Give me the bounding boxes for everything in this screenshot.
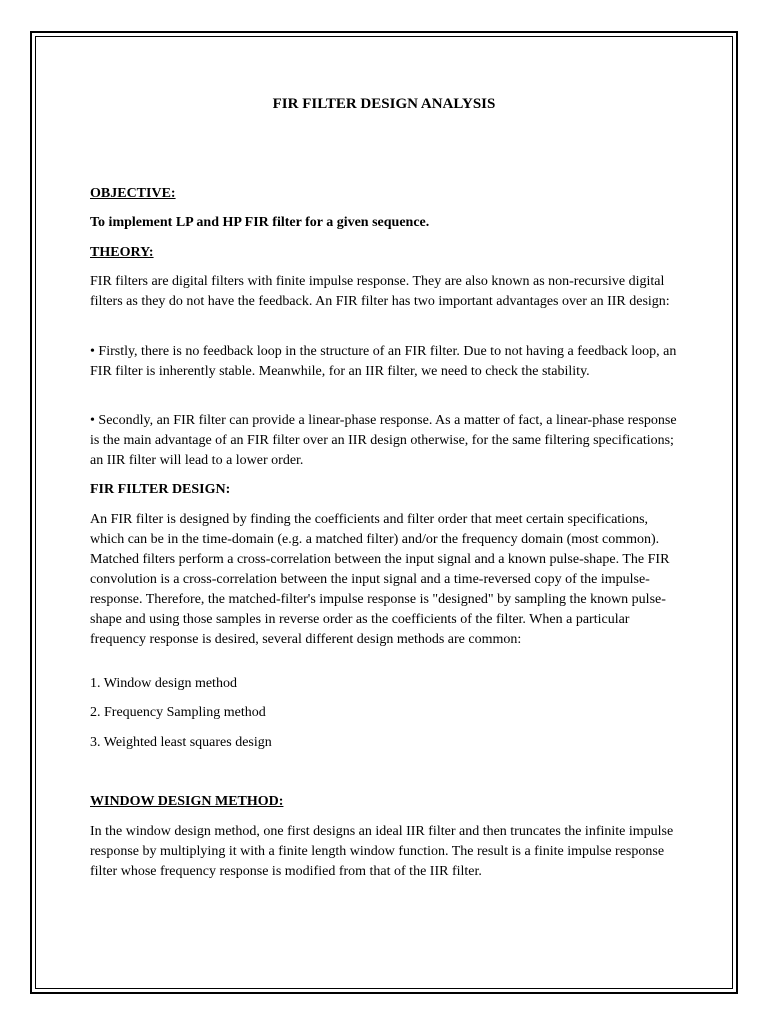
method-item-3: 3. Weighted least squares design: [90, 735, 272, 750]
objective-heading: OBJECTIVE:: [90, 186, 176, 201]
theory-paragraph-1: FIR filters are digital filters with finite impulse response. They are also known as non-recursive digital filters as they do not have the feedback. An FIR filter has two important advantages over an IIR design:: [90, 274, 670, 309]
objective-text: To implement LP and HP FIR filter for a given sequence.: [90, 215, 430, 230]
document-title: FIR FILTER DESIGN ANALYSIS: [272, 96, 496, 112]
theory-paragraph-3: • Secondly, an FIR filter can provide a linear-phase response. As a matter of fact, a linear-phase response is the main advantage of an FIR filter over an IIR design otherwise, for the same filtering specifications; an IIR filter will lead to a lower order.: [90, 413, 677, 468]
method-item-1: 1. Window design method: [90, 676, 237, 691]
method-item-2: 2. Frequency Sampling method: [90, 705, 266, 720]
window-design-heading: WINDOW DESIGN METHOD:: [90, 794, 284, 809]
fir-design-heading: FIR FILTER DESIGN:: [90, 482, 231, 497]
theory-heading: THEORY:: [90, 245, 154, 260]
theory-paragraph-2: • Firstly, there is no feedback loop in the structure of an FIR filter. Due to not having a feedback loop, an FIR filter is inherently stable. Meanwhile, for an IIR filter, we need to check the stability.: [90, 344, 677, 379]
fir-design-paragraph: An FIR filter is designed by finding the coefficients and filter order that meet certain specifications, which can be in the time-domain (e.g. a matched filter) and/or the frequency domain (most common). Matched filters perform a cross-correlation between the input signal and a known pulse-shape. The FIR convolution is a cross-correlation between the input signal and a time-reversed copy of the impulse-response. Therefore, the matched-filter's impulse response is "designed" by sampling the known pulse-shape and using those samples in reverse order as the coefficients of the filter. When a particular frequency response is desired, several different design methods are common:: [90, 512, 670, 647]
window-design-paragraph: In the window design method, one first designs an ideal IIR filter and then truncates the infinite impulse response by multiplying it with a finite length window function. The result is a finite impulse response filter whose frequency response is modified from that of the IIR filter.: [90, 824, 674, 879]
